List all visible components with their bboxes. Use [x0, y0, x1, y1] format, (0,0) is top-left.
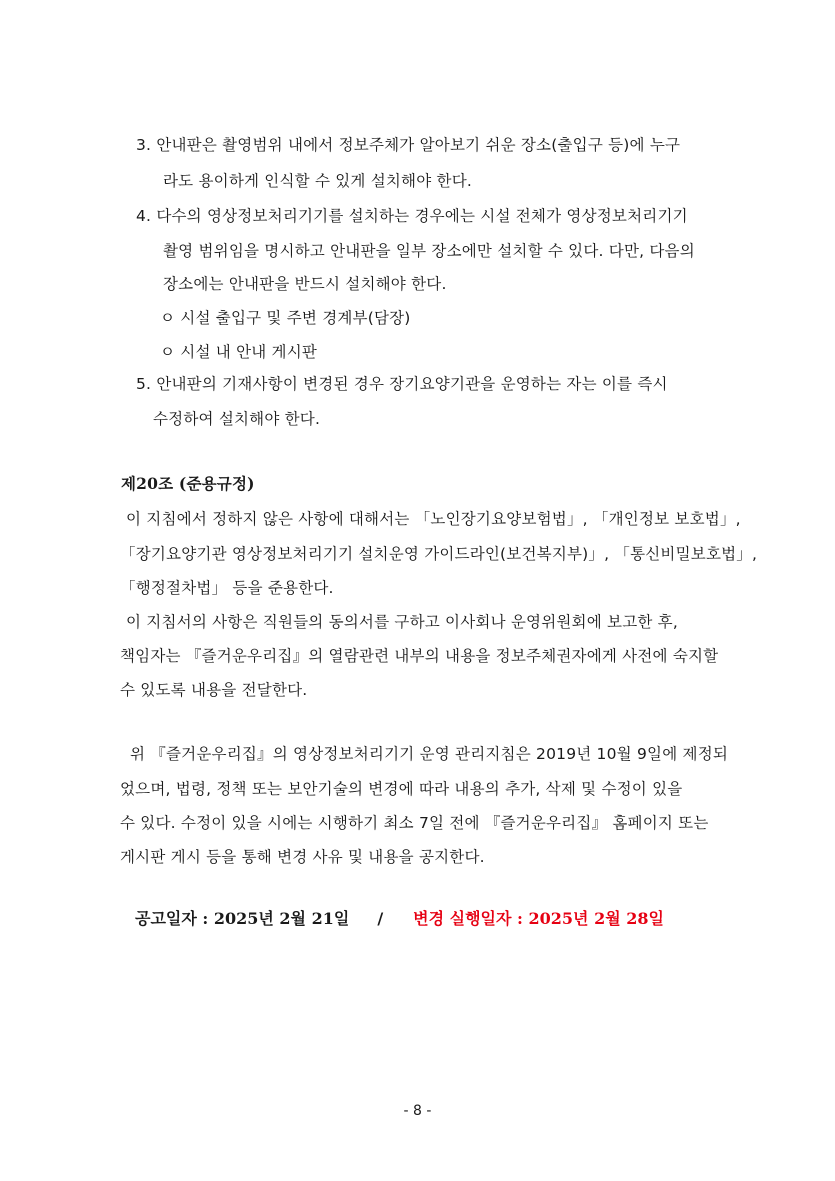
- article20-p1-line2: 「장기요양기관 영상정보처리기기 설치운영 가이드라인(보건복지부)」, 「통신비밀보호법」,: [120, 545, 758, 563]
- closing-line2: 었으며, 법령, 정책 또는 보안기술의 변경에 따라 내용의 추가, 삭제 및 수정이 있을: [120, 780, 683, 798]
- article20-p2-line2: 책임자는 『즐거운우리집』의 열람관련 내부의 내용을 정보주체권자에게 사전에 숙지할: [120, 647, 719, 665]
- announce-date: 공고일자 : 2025년 2월 21일: [135, 909, 350, 928]
- closing-line3: 수 있다. 수정이 있을 시에는 시행하기 최소 7일 전에 『즐거운우리집』 홈페이지 또는: [120, 814, 709, 832]
- item3-line1: 3. 안내판은 촬영범위 내에서 정보주체가 알아보기 쉬운 장소(출입구 등)에 누구: [136, 136, 681, 154]
- notice-dates: [135, 907, 664, 931]
- article20-p1-line3: 「행정절차법」 등을 준용한다.: [120, 579, 334, 597]
- item3-line2: 라도 용이하게 인식할 수 있게 설치해야 한다.: [163, 172, 473, 190]
- bullet-entrance: ㅇ 시설 출입구 및 주변 경계부(담장): [160, 309, 411, 327]
- article20-heading: 제20조 (준용규정): [121, 474, 255, 493]
- item5-line1: 5. 안내판의 기재사항이 변경된 경우 장기요양기관을 운영하는 자는 이를 즉시: [136, 375, 668, 393]
- item5-line2: 수정하여 설치해야 한다.: [153, 410, 321, 428]
- article20-p2-line1: 이 지침서의 사항은 직원들의 동의서를 구하고 이사회나 운영위원회에 보고한 후,: [126, 613, 678, 631]
- effective-date: 변경 실행일자 : 2025년 2월 28일: [413, 909, 664, 928]
- article20-p1-line1: 이 지침에서 정하지 않은 사항에 대해서는 「노인장기요양보험법」, 「개인정보 보호법」,: [126, 510, 741, 528]
- item4-line3: 장소에는 안내판을 반드시 설치해야 한다.: [163, 275, 447, 293]
- closing-line4: 게시판 게시 등을 통해 변경 사유 및 내용을 공지한다.: [120, 848, 485, 866]
- bullet-notice-board: ㅇ 시설 내 안내 게시판: [160, 343, 318, 361]
- closing-line1: 위 『즐거운우리집』의 영상정보처리기기 운영 관리지침은 2019년 10월 9일에 제정되: [130, 745, 729, 763]
- page-number: - 8 -: [403, 1103, 432, 1119]
- item4-line2: 촬영 범위임을 명시하고 안내판을 일부 장소에만 설치할 수 있다. 다만, 다음의: [163, 242, 695, 260]
- notice-separator: /: [377, 909, 384, 928]
- article20-p2-line3: 수 있도록 내용을 전달한다.: [120, 681, 308, 699]
- item4-line1: 4. 다수의 영상정보처리기기를 설치하는 경우에는 시설 전체가 영상정보처리기기: [136, 207, 688, 225]
